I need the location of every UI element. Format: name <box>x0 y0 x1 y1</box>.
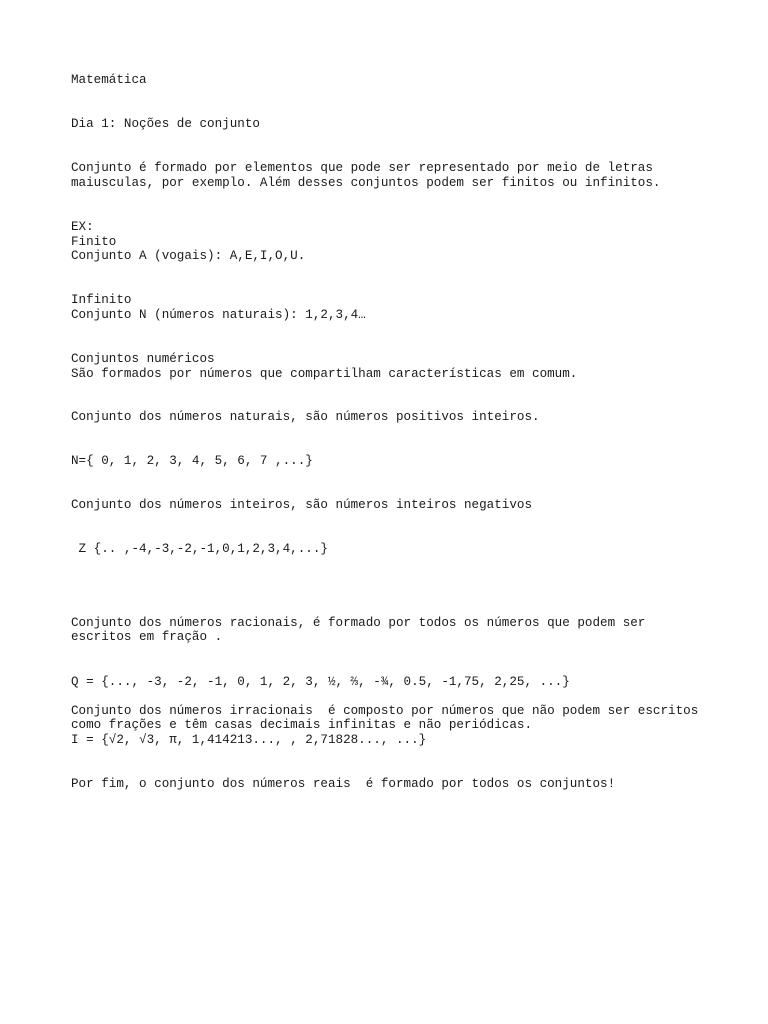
finito-example: Conjunto A (vogais): A,E,I,O,U. <box>71 249 306 263</box>
day-heading: Dia 1: Noções de conjunto <box>71 117 260 131</box>
naturais-set: N={ 0, 1, 2, 3, 4, 5, 6, 7 ,...} <box>71 454 313 468</box>
irracionais-description-line-2: como frações e têm casas decimais infinitas e não periódicas. <box>71 718 533 732</box>
inteiros-description: Conjunto dos números inteiros, são números inteiros negativos <box>71 498 533 512</box>
irracionais-set: I = {√2, √3, π, 1,414213..., , 2,71828..., ...} <box>71 733 427 747</box>
numeric-sets-description: São formados por números que compartilham características em comum. <box>71 367 578 381</box>
racionais-set: Q = {..., -3, -2, -1, 0, 1, 2, 3, ½, ⅔, -¾, 0.5, -1,75, 2,25, ...} <box>71 675 570 689</box>
intro-line-1: Conjunto é formado por elementos que pode ser representado por meio de letras <box>71 161 653 175</box>
irracionais-description-line-1: Conjunto dos números irracionais é composto por números que não podem ser escritos <box>71 704 699 718</box>
conclusion: Por fim, o conjunto dos números reais é formado por todos os conjuntos! <box>71 777 616 791</box>
infinito-example: Conjunto N (números naturais): 1,2,3,4… <box>71 308 366 322</box>
numeric-sets-heading: Conjuntos numéricos <box>71 352 215 366</box>
finito-label: Finito <box>71 235 117 249</box>
document-title: Matemática <box>71 73 147 87</box>
example-label: EX: <box>71 220 94 234</box>
racionais-description-line-2: escritos em fração . <box>71 630 223 644</box>
naturais-description: Conjunto dos números naturais, são números positivos inteiros. <box>71 410 540 424</box>
racionais-description-line-1: Conjunto dos números racionais, é formado por todos os números que podem ser <box>71 616 646 630</box>
infinito-label: Infinito <box>71 293 132 307</box>
intro-line-2: maiusculas, por exemplo. Além desses conjuntos podem ser finitos ou infinitos. <box>71 176 661 190</box>
inteiros-set: Z {.. ,-4,-3,-2,-1,0,1,2,3,4,...} <box>71 542 328 556</box>
